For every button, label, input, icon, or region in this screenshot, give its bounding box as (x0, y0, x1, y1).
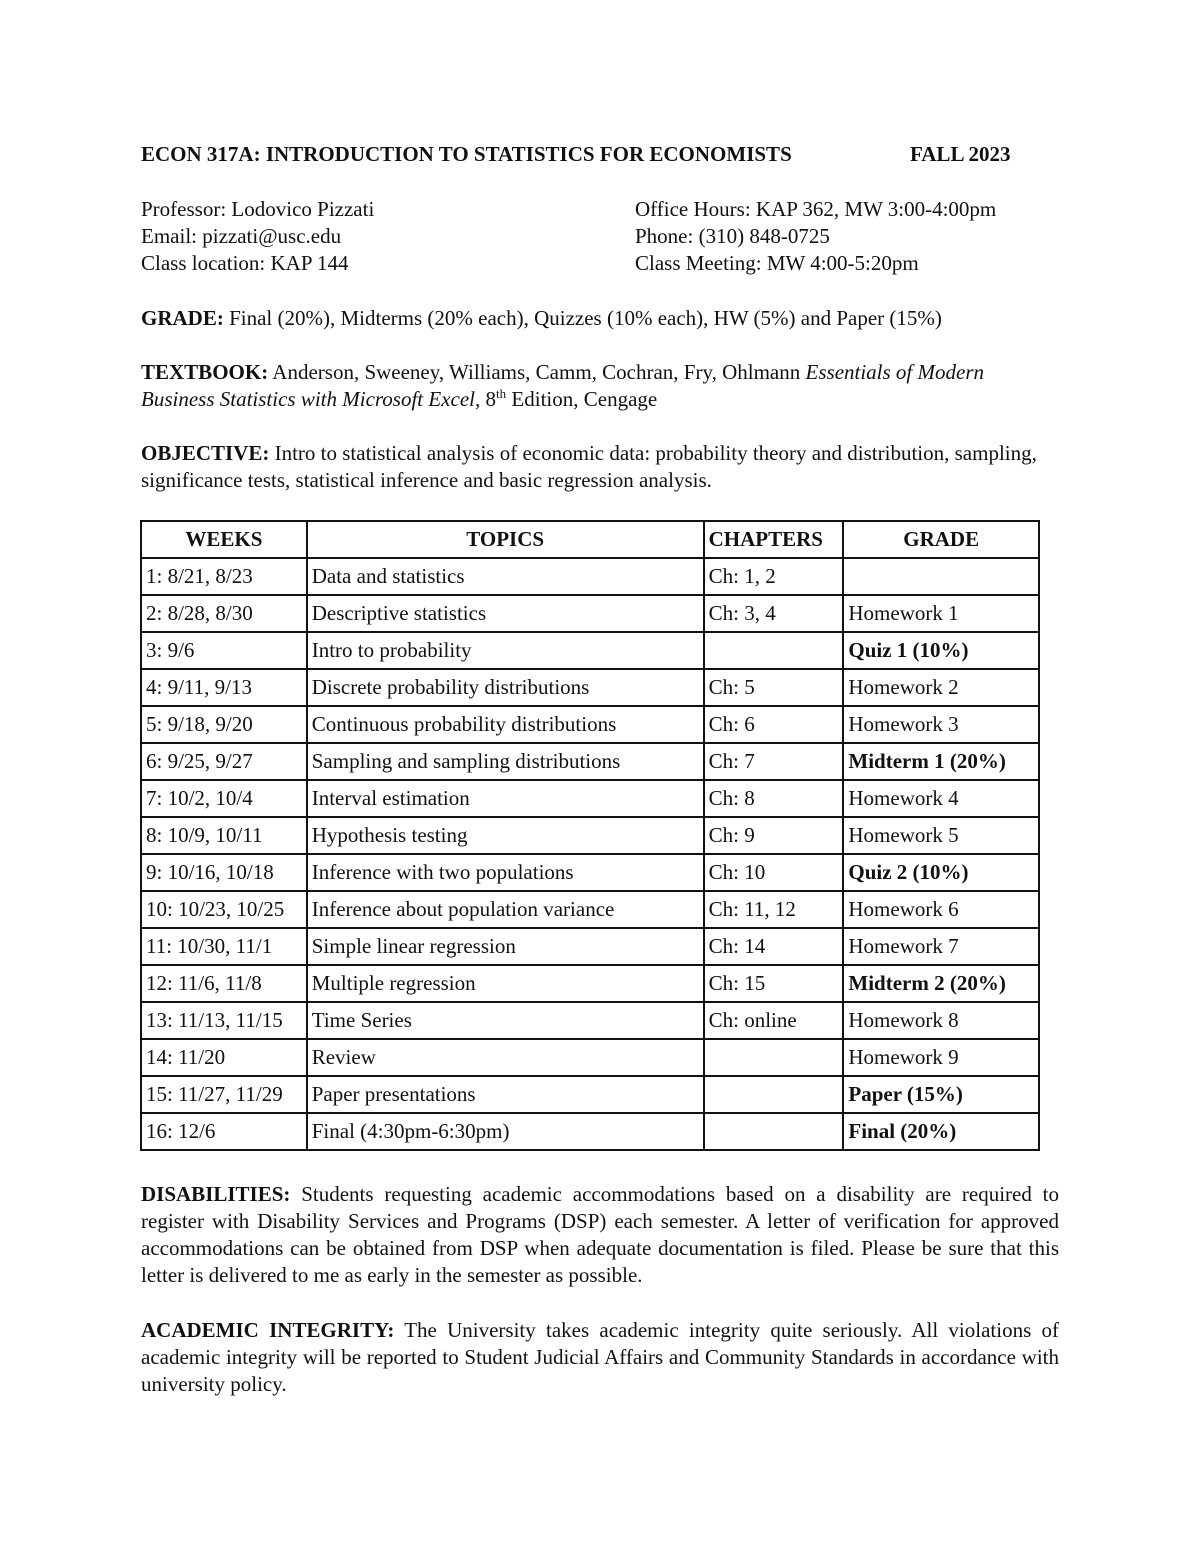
chapter-cell: Ch: 11, 12 (704, 891, 844, 928)
grade-cell: Homework 2 (843, 669, 1039, 706)
chapter-cell: Ch: 5 (704, 669, 844, 706)
week-cell: 5: 9/18, 9/20 (141, 706, 307, 743)
grade-cell: Midterm 1 (20%) (843, 743, 1039, 780)
table-row (141, 965, 1039, 1002)
topic-cell: Multiple regression (307, 965, 704, 1002)
grade-cell: Paper (15%) (843, 1076, 1039, 1113)
table-row (141, 928, 1039, 965)
topic-cell: Intro to probability (307, 632, 704, 669)
phone-number: Phone: (310) 848-0725 (635, 224, 830, 248)
chapter-cell: Ch: 15 (704, 965, 844, 1002)
week-cell: 2: 8/28, 8/30 (141, 595, 307, 632)
chapter-cell: Ch: 8 (704, 780, 844, 817)
chapter-cell: Ch: 1, 2 (704, 558, 844, 595)
header-topics: TOPICS (307, 521, 704, 558)
professor-email: Email: pizzati@usc.edu (141, 224, 342, 248)
week-cell: 6: 9/25, 9/27 (141, 743, 307, 780)
week-cell: 12: 11/6, 11/8 (141, 965, 307, 1002)
week-cell: 1: 8/21, 8/23 (141, 558, 307, 595)
schedule-body (141, 558, 1039, 1150)
week-cell: 13: 11/13, 11/15 (141, 1002, 307, 1039)
chapter-cell (704, 1039, 844, 1076)
schedule-table (140, 520, 1040, 1151)
class-location: Class location: KAP 144 (141, 251, 349, 275)
grade-cell: Quiz 1 (10%) (843, 632, 1039, 669)
chapter-cell: Ch: 3, 4 (704, 595, 844, 632)
table-row (141, 1076, 1039, 1113)
office-hours: Office Hours: KAP 362, MW 3:00-4:00pm (635, 197, 997, 221)
topic-cell: Paper presentations (307, 1076, 704, 1113)
table-row (141, 854, 1039, 891)
chapter-cell: Ch: 7 (704, 743, 844, 780)
table-row (141, 595, 1039, 632)
grade-cell: Homework 6 (843, 891, 1039, 928)
table-row (141, 669, 1039, 706)
disabilities-text: Students requesting academic accommodations based on a disability are required to register with Disability Services and Programs (DSP) each semester. A letter of verification for approved accommodations can be obtained from DSP when adequate documentation is filed. Please be sure that this letter is delivered to me as early in the semester as possible. (141, 1182, 1059, 1287)
class-meeting: Class Meeting: MW 4:00-5:20pm (635, 251, 919, 275)
header-chapters: CHAPTERS (704, 521, 844, 558)
course-title: ECON 317A: INTRODUCTION TO STATISTICS FOR ECONOMISTS (141, 142, 792, 166)
week-cell: 10: 10/23, 10/25 (141, 891, 307, 928)
professor-name: Professor: Lodovico Pizzati (141, 197, 375, 221)
topic-cell: Review (307, 1039, 704, 1076)
table-row (141, 780, 1039, 817)
integrity-label: ACADEMIC INTEGRITY: (141, 1318, 395, 1342)
integrity-text: The University takes academic integrity quite seriously. All violations of academic integrity will be reported to Student Judicial Affairs and Community Standards in accordance with university policy. (141, 1318, 1060, 1396)
objective-section (141, 440, 1059, 494)
header-grade: GRADE (843, 521, 1039, 558)
week-cell: 14: 11/20 (141, 1039, 307, 1076)
chapter-cell (704, 632, 844, 669)
topic-cell: Hypothesis testing (307, 817, 704, 854)
grade-cell: Homework 8 (843, 1002, 1039, 1039)
table-row (141, 706, 1039, 743)
contact-info (141, 196, 374, 277)
textbook-title: Essentials of Modern Business Statistics with Microsoft Excel (141, 360, 985, 411)
integrity-section (141, 1317, 1059, 1398)
disabilities-section (141, 1181, 1059, 1289)
week-cell: 7: 10/2, 10/4 (141, 780, 307, 817)
edition-superscript: th (496, 386, 507, 401)
week-cell: 9: 10/16, 10/18 (141, 854, 307, 891)
objective-label: OBJECTIVE: (141, 441, 270, 465)
grade-cell: Homework 1 (843, 595, 1039, 632)
grade-cell: Midterm 2 (20%) (843, 965, 1039, 1002)
topic-cell: Simple linear regression (307, 928, 704, 965)
schedule-info (635, 196, 996, 277)
week-cell: 16: 12/6 (141, 1113, 307, 1150)
header-weeks: WEEKS (141, 521, 307, 558)
grade-cell: Homework 7 (843, 928, 1039, 965)
topic-cell: Discrete probability distributions (307, 669, 704, 706)
week-cell: 3: 9/6 (141, 632, 307, 669)
topic-cell: Inference about population variance (307, 891, 704, 928)
table-row (141, 1039, 1039, 1076)
week-cell: 4: 9/11, 9/13 (141, 669, 307, 706)
chapter-cell: Ch: 10 (704, 854, 844, 891)
table-row (141, 743, 1039, 780)
chapter-cell: Ch: 9 (704, 817, 844, 854)
grade-cell: Homework 9 (843, 1039, 1039, 1076)
grade-label: GRADE: (141, 306, 224, 330)
topic-cell: Inference with two populations (307, 854, 704, 891)
chapter-cell (704, 1113, 844, 1150)
table-row (141, 1002, 1039, 1039)
topic-cell: Continuous probability distributions (307, 706, 704, 743)
topic-cell: Descriptive statistics (307, 595, 704, 632)
grade-cell: Quiz 2 (10%) (843, 854, 1039, 891)
textbook-label: TEXTBOOK: (141, 360, 269, 384)
grade-cell: Homework 4 (843, 780, 1039, 817)
textbook-section (141, 359, 1059, 413)
chapter-cell: Ch: 6 (704, 706, 844, 743)
textbook-publisher: Edition, Cengage (506, 387, 658, 411)
term-label: FALL 2023 (910, 142, 1011, 166)
chapter-cell (704, 1076, 844, 1113)
table-row (141, 558, 1039, 595)
grade-cell: Homework 3 (843, 706, 1039, 743)
topic-cell: Final (4:30pm-6:30pm) (307, 1113, 704, 1150)
topic-cell: Sampling and sampling distributions (307, 743, 704, 780)
grade-section (141, 305, 1059, 332)
topic-cell: Time Series (307, 1002, 704, 1039)
table-row (141, 1113, 1039, 1150)
grade-cell (843, 558, 1039, 595)
grade-cell: Homework 5 (843, 817, 1039, 854)
table-row (141, 632, 1039, 669)
chapter-cell: Ch: 14 (704, 928, 844, 965)
chapter-cell: Ch: online (704, 1002, 844, 1039)
table-row (141, 891, 1039, 928)
disabilities-label: DISABILITIES: (141, 1182, 291, 1206)
week-cell: 8: 10/9, 10/11 (141, 817, 307, 854)
topic-cell: Interval estimation (307, 780, 704, 817)
grade-cell: Final (20%) (843, 1113, 1039, 1150)
topic-cell: Data and statistics (307, 558, 704, 595)
week-cell: 11: 10/30, 11/1 (141, 928, 307, 965)
textbook-edition: , 8 (475, 387, 497, 411)
objective-text: Intro to statistical analysis of economic data: probability theory and distribution, sampling, significance tests, statistical inference and basic regression analysis. (141, 441, 1037, 492)
table-row (141, 817, 1039, 854)
table-header-row (141, 521, 1039, 558)
grade-text: Final (20%), Midterms (20% each), Quizzes (10% each), HW (5%) and Paper (15%) (223, 306, 942, 330)
textbook-authors: Anderson, Sweeney, Williams, Camm, Cochran, Fry, Ohlmann (268, 360, 806, 384)
week-cell: 15: 11/27, 11/29 (141, 1076, 307, 1113)
